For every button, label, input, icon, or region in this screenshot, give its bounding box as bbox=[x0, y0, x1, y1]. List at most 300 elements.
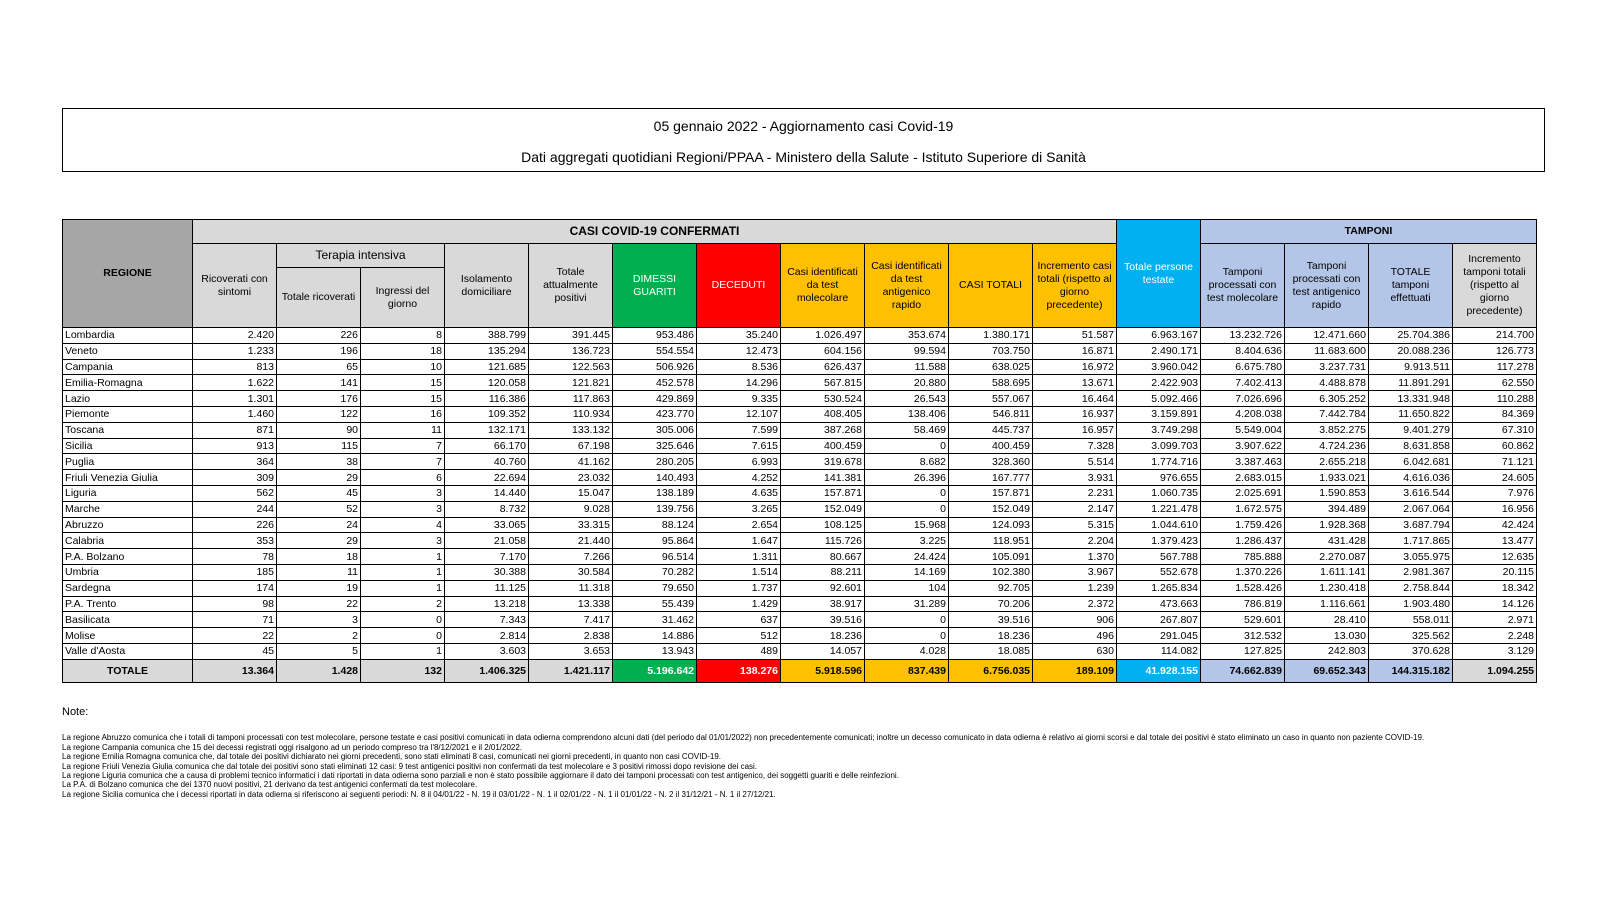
data-cell: 8.682 bbox=[865, 454, 949, 470]
data-cell: 906 bbox=[1033, 612, 1117, 628]
table-row bbox=[63, 517, 1537, 533]
data-cell: 4 bbox=[361, 517, 445, 533]
data-cell: 104 bbox=[865, 580, 949, 596]
data-cell: 7.976 bbox=[1453, 485, 1537, 501]
data-cell: 16.972 bbox=[1033, 359, 1117, 375]
data-cell: 1.737 bbox=[697, 580, 781, 596]
data-cell: 84.369 bbox=[1453, 406, 1537, 422]
table-row bbox=[63, 406, 1537, 422]
data-cell: 24 bbox=[277, 517, 361, 533]
data-cell: 291.045 bbox=[1117, 628, 1201, 644]
data-cell: 30.584 bbox=[529, 564, 613, 580]
data-cell: 10 bbox=[361, 359, 445, 375]
data-cell: 6.305.252 bbox=[1285, 391, 1369, 407]
data-cell: 95.864 bbox=[613, 533, 697, 549]
data-cell: 3.129 bbox=[1453, 643, 1537, 659]
data-cell: 703.750 bbox=[949, 343, 1033, 359]
data-cell: 12.473 bbox=[697, 343, 781, 359]
data-cell: 1.903.480 bbox=[1369, 596, 1453, 612]
data-cell: 152.049 bbox=[949, 501, 1033, 517]
data-cell: 813 bbox=[193, 359, 277, 375]
data-cell: 41.162 bbox=[529, 454, 613, 470]
data-cell: 913 bbox=[193, 438, 277, 454]
data-cell: 70.206 bbox=[949, 596, 1033, 612]
data-cell: 3.055.975 bbox=[1369, 549, 1453, 565]
data-cell: 2.490.171 bbox=[1117, 343, 1201, 359]
data-cell: 3.967 bbox=[1033, 564, 1117, 580]
table-row bbox=[63, 359, 1537, 375]
data-cell: 39.516 bbox=[949, 612, 1033, 628]
data-cell: 4.616.036 bbox=[1369, 470, 1453, 486]
data-cell: 3.931 bbox=[1033, 470, 1117, 486]
data-cell: 114.082 bbox=[1117, 643, 1201, 659]
data-cell: 92.601 bbox=[781, 580, 865, 596]
data-cell: 394.489 bbox=[1285, 501, 1369, 517]
data-cell: 2.231 bbox=[1033, 485, 1117, 501]
data-cell: 24.424 bbox=[865, 549, 949, 565]
data-cell: 18.236 bbox=[781, 628, 865, 644]
data-cell: 20.088.236 bbox=[1369, 343, 1453, 359]
data-cell: 11.891.291 bbox=[1369, 375, 1453, 391]
data-cell: 38.917 bbox=[781, 596, 865, 612]
region-name-cell: Molise bbox=[63, 628, 193, 644]
data-cell: 7.599 bbox=[697, 422, 781, 438]
data-cell: 14.057 bbox=[781, 643, 865, 659]
total-cell: 1.094.255 bbox=[1453, 659, 1537, 682]
data-cell: 16.957 bbox=[1033, 422, 1117, 438]
data-cell: 267.807 bbox=[1117, 612, 1201, 628]
data-cell: 3.159.891 bbox=[1117, 406, 1201, 422]
data-cell: 2.025.691 bbox=[1201, 485, 1285, 501]
data-cell: 7.417 bbox=[529, 612, 613, 628]
table-row bbox=[63, 596, 1537, 612]
data-cell: 58.469 bbox=[865, 422, 949, 438]
data-cell: 23.032 bbox=[529, 470, 613, 486]
data-cell: 2.683.015 bbox=[1201, 470, 1285, 486]
data-cell: 353.674 bbox=[865, 328, 949, 344]
table-row bbox=[63, 485, 1537, 501]
data-cell: 1.265.834 bbox=[1117, 580, 1201, 596]
data-cell: 33.065 bbox=[445, 517, 529, 533]
data-cell: 325.646 bbox=[613, 438, 697, 454]
data-cell: 13.232.726 bbox=[1201, 328, 1285, 344]
data-cell: 157.871 bbox=[781, 485, 865, 501]
total-cell: 144.315.182 bbox=[1369, 659, 1453, 682]
data-cell: 7.266 bbox=[529, 549, 613, 565]
data-cell: 1.230.418 bbox=[1285, 580, 1369, 596]
data-cell: 319.678 bbox=[781, 454, 865, 470]
data-cell: 42.424 bbox=[1453, 517, 1537, 533]
data-cell: 8.536 bbox=[697, 359, 781, 375]
total-cell: 41.928.155 bbox=[1117, 659, 1201, 682]
data-cell: 0 bbox=[865, 612, 949, 628]
data-cell: 388.799 bbox=[445, 328, 529, 344]
data-cell: 11 bbox=[277, 564, 361, 580]
data-cell: 14.296 bbox=[697, 375, 781, 391]
data-cell: 5.514 bbox=[1033, 454, 1117, 470]
data-cell: 15.047 bbox=[529, 485, 613, 501]
data-cell: 18 bbox=[361, 343, 445, 359]
data-cell: 39.516 bbox=[781, 612, 865, 628]
data-cell: 512 bbox=[697, 628, 781, 644]
data-cell: 13.331.948 bbox=[1369, 391, 1453, 407]
data-cell: 6.963.167 bbox=[1117, 328, 1201, 344]
data-cell: 138.406 bbox=[865, 406, 949, 422]
region-name-cell: Calabria bbox=[63, 533, 193, 549]
data-cell: 11.588 bbox=[865, 359, 949, 375]
data-cell: 1.301 bbox=[193, 391, 277, 407]
total-cell: 1.421.117 bbox=[529, 659, 613, 682]
data-cell: 496 bbox=[1033, 628, 1117, 644]
data-cell: 16 bbox=[361, 406, 445, 422]
header-casi-test-antigenico: Casi identificati da test antigenico rapido bbox=[865, 244, 949, 328]
header-ricoverati-con-sintomi: Ricoverati con sintomi bbox=[193, 244, 277, 328]
data-cell: 25.704.386 bbox=[1369, 328, 1453, 344]
data-cell: 38 bbox=[277, 454, 361, 470]
header-totale-ricoverati: Totale ricoverati bbox=[277, 268, 361, 328]
data-cell: 0 bbox=[361, 628, 445, 644]
data-cell: 3.907.622 bbox=[1201, 438, 1285, 454]
data-cell: 1.460 bbox=[193, 406, 277, 422]
data-cell: 6.675.780 bbox=[1201, 359, 1285, 375]
data-cell: 13.671 bbox=[1033, 375, 1117, 391]
data-cell: 4.488.878 bbox=[1285, 375, 1369, 391]
data-cell: 66.170 bbox=[445, 438, 529, 454]
data-cell: 630 bbox=[1033, 643, 1117, 659]
data-cell: 116.386 bbox=[445, 391, 529, 407]
data-cell: 52 bbox=[277, 501, 361, 517]
data-cell: 2 bbox=[361, 596, 445, 612]
region-name-cell: Veneto bbox=[63, 343, 193, 359]
data-cell: 3.387.463 bbox=[1201, 454, 1285, 470]
data-cell: 4.635 bbox=[697, 485, 781, 501]
region-name-cell: Umbria bbox=[63, 564, 193, 580]
data-cell: 21.440 bbox=[529, 533, 613, 549]
data-cell: 152.049 bbox=[781, 501, 865, 517]
data-cell: 637 bbox=[697, 612, 781, 628]
table-row bbox=[63, 422, 1537, 438]
data-cell: 4.028 bbox=[865, 643, 949, 659]
data-cell: 9.401.279 bbox=[1369, 422, 1453, 438]
region-name-cell: P.A. Trento bbox=[63, 596, 193, 612]
data-cell: 117.863 bbox=[529, 391, 613, 407]
total-cell: 5.196.642 bbox=[613, 659, 697, 682]
data-cell: 196 bbox=[277, 343, 361, 359]
table-row bbox=[63, 580, 1537, 596]
data-cell: 110.934 bbox=[529, 406, 613, 422]
data-cell: 546.811 bbox=[949, 406, 1033, 422]
data-cell: 141.381 bbox=[781, 470, 865, 486]
data-cell: 11.318 bbox=[529, 580, 613, 596]
data-cell: 30.388 bbox=[445, 564, 529, 580]
data-cell: 557.067 bbox=[949, 391, 1033, 407]
total-cell: 74.662.839 bbox=[1201, 659, 1285, 682]
data-cell: 121.685 bbox=[445, 359, 529, 375]
data-cell: 1.528.426 bbox=[1201, 580, 1285, 596]
data-cell: 7.343 bbox=[445, 612, 529, 628]
data-cell: 7.328 bbox=[1033, 438, 1117, 454]
data-cell: 11.650.822 bbox=[1369, 406, 1453, 422]
data-cell: 312.532 bbox=[1201, 628, 1285, 644]
data-cell: 14.126 bbox=[1453, 596, 1537, 612]
data-cell: 8.732 bbox=[445, 501, 529, 517]
header-incremento-casi: Incremento casi totali (rispetto al giorno precedente) bbox=[1033, 244, 1117, 328]
data-cell: 3.237.731 bbox=[1285, 359, 1369, 375]
data-cell: 18 bbox=[277, 549, 361, 565]
table-row bbox=[63, 628, 1537, 644]
data-cell: 26.543 bbox=[865, 391, 949, 407]
data-cell: 3.960.042 bbox=[1117, 359, 1201, 375]
data-cell: 391.445 bbox=[529, 328, 613, 344]
header-dimessi-guariti: DIMESSI GUARITI bbox=[613, 244, 697, 328]
data-cell: 18.085 bbox=[949, 643, 1033, 659]
report-title-box bbox=[62, 108, 1545, 172]
data-cell: 18.236 bbox=[949, 628, 1033, 644]
data-cell: 13.030 bbox=[1285, 628, 1369, 644]
report-subtitle: Dati aggregati quotidiani Regioni/PPAA - Ministero della Salute - Istituto Superiore di Sanità bbox=[521, 149, 1086, 165]
data-cell: 16.871 bbox=[1033, 343, 1117, 359]
data-cell: 7.026.696 bbox=[1201, 391, 1285, 407]
data-cell: 80.667 bbox=[781, 549, 865, 565]
data-cell: 90 bbox=[277, 422, 361, 438]
note-line: La regione Sicilia comunica che i decessi riportati in data odierna si riferiscono ai seguenti periodi: N. 8 il 04/01/22 - N. 19 il 03/01/22 - N. 1 il 02/01/22 - N. 1 il 01/01/22 - N. 2 il 31/12/21 - N. 1 il 27/12/21. bbox=[62, 789, 776, 799]
data-cell: 22 bbox=[193, 628, 277, 644]
data-cell: 1 bbox=[361, 549, 445, 565]
table-row bbox=[63, 643, 1537, 659]
data-cell: 122 bbox=[277, 406, 361, 422]
data-cell: 2.814 bbox=[445, 628, 529, 644]
table-body bbox=[63, 328, 1537, 683]
data-cell: 8 bbox=[361, 328, 445, 344]
data-cell: 604.156 bbox=[781, 343, 865, 359]
header-incremento-tamponi: Incremento tamponi totali (rispetto al giorno precedente) bbox=[1453, 244, 1537, 328]
data-cell: 305.006 bbox=[613, 422, 697, 438]
header-totale-persone-testate: Totale persone testate bbox=[1117, 220, 1201, 328]
data-cell: 3.225 bbox=[865, 533, 949, 549]
header-totale-tamponi: TOTALE tamponi effettuati bbox=[1369, 244, 1453, 328]
data-cell: 871 bbox=[193, 422, 277, 438]
data-cell: 558.011 bbox=[1369, 612, 1453, 628]
data-cell: 473.663 bbox=[1117, 596, 1201, 612]
data-cell: 0 bbox=[865, 501, 949, 517]
data-cell: 71 bbox=[193, 612, 277, 628]
data-cell: 5.092.466 bbox=[1117, 391, 1201, 407]
data-cell: 3.749.298 bbox=[1117, 422, 1201, 438]
region-name-cell: Emilia-Romagna bbox=[63, 375, 193, 391]
data-cell: 132.171 bbox=[445, 422, 529, 438]
data-cell: 9.913.511 bbox=[1369, 359, 1453, 375]
data-cell: 2.420 bbox=[193, 328, 277, 344]
data-cell: 121.821 bbox=[529, 375, 613, 391]
data-cell: 65 bbox=[277, 359, 361, 375]
header-casi-confermati: CASI COVID-19 CONFERMATI bbox=[193, 220, 1117, 244]
data-cell: 445.737 bbox=[949, 422, 1033, 438]
data-cell: 67.310 bbox=[1453, 422, 1537, 438]
region-name-cell: Basilicata bbox=[63, 612, 193, 628]
note-line: La regione Campania comunica che 15 dei decessi registrati oggi risalgono ad un periodo compreso tra l'8/12/2021 e il 2/01/2022. bbox=[62, 742, 523, 752]
note-line: La regione Friuli Venezia Giulia comunica che dal totale dei positivi sono stati eliminati 12 casi: 9 test antigenici positivi non confermati da test molecolare e 3 positivi rimossi dopo revisione dei casi. bbox=[62, 761, 758, 771]
data-cell: 99.594 bbox=[865, 343, 949, 359]
region-name-cell: Sardegna bbox=[63, 580, 193, 596]
data-cell: 60.862 bbox=[1453, 438, 1537, 454]
data-cell: 117.278 bbox=[1453, 359, 1537, 375]
data-cell: 12.471.660 bbox=[1285, 328, 1369, 344]
table-row bbox=[63, 438, 1537, 454]
data-cell: 92.705 bbox=[949, 580, 1033, 596]
total-cell: 69.652.343 bbox=[1285, 659, 1369, 682]
data-cell: 127.825 bbox=[1201, 643, 1285, 659]
data-cell: 1.233 bbox=[193, 343, 277, 359]
data-cell: 2.758.844 bbox=[1369, 580, 1453, 596]
data-cell: 2.838 bbox=[529, 628, 613, 644]
data-cell: 489 bbox=[697, 643, 781, 659]
data-cell: 167.777 bbox=[949, 470, 1033, 486]
data-cell: 6.042.681 bbox=[1369, 454, 1453, 470]
notes-section bbox=[62, 708, 1424, 799]
data-cell: 976.655 bbox=[1117, 470, 1201, 486]
data-cell: 9.335 bbox=[697, 391, 781, 407]
data-cell: 0 bbox=[865, 438, 949, 454]
data-cell: 174 bbox=[193, 580, 277, 596]
data-cell: 3.687.794 bbox=[1369, 517, 1453, 533]
data-cell: 953.486 bbox=[613, 328, 697, 344]
header-tamponi: TAMPONI bbox=[1201, 220, 1537, 244]
data-cell: 108.125 bbox=[781, 517, 865, 533]
data-cell: 71.121 bbox=[1453, 454, 1537, 470]
data-cell: 1 bbox=[361, 564, 445, 580]
notes-title: Note: bbox=[62, 706, 89, 718]
data-cell: 452.578 bbox=[613, 375, 697, 391]
data-cell: 2.270.087 bbox=[1285, 549, 1369, 565]
data-cell: 370.628 bbox=[1369, 643, 1453, 659]
data-cell: 2 bbox=[277, 628, 361, 644]
data-cell: 4.252 bbox=[697, 470, 781, 486]
data-cell: 1.928.368 bbox=[1285, 517, 1369, 533]
data-cell: 2.422.903 bbox=[1117, 375, 1201, 391]
total-cell: 1.428 bbox=[277, 659, 361, 682]
header-terapia-intensiva: Terapia intensiva bbox=[277, 244, 445, 268]
data-cell: 96.514 bbox=[613, 549, 697, 565]
data-cell: 5 bbox=[277, 643, 361, 659]
data-cell: 45 bbox=[277, 485, 361, 501]
data-cell: 14.169 bbox=[865, 564, 949, 580]
data-cell: 14.886 bbox=[613, 628, 697, 644]
data-cell: 135.294 bbox=[445, 343, 529, 359]
data-cell: 2.654 bbox=[697, 517, 781, 533]
total-cell: 138.276 bbox=[697, 659, 781, 682]
data-cell: 15.968 bbox=[865, 517, 949, 533]
data-cell: 139.756 bbox=[613, 501, 697, 517]
data-cell: 6 bbox=[361, 470, 445, 486]
data-cell: 1.717.865 bbox=[1369, 533, 1453, 549]
data-cell: 1.622 bbox=[193, 375, 277, 391]
table-row bbox=[63, 343, 1537, 359]
data-cell: 0 bbox=[865, 628, 949, 644]
note-line: La regione Liguria comunica che a causa di problemi tecnico informatici i dati riportati in data odierna sono parziali e non è stato possibile aggiornare il dato dei tamponi processati con test antigenico, dei soggetti guariti e delle reinfezioni. bbox=[62, 771, 899, 781]
data-cell: 1.311 bbox=[697, 549, 781, 565]
data-cell: 12.635 bbox=[1453, 549, 1537, 565]
data-cell: 7.615 bbox=[697, 438, 781, 454]
data-cell: 115 bbox=[277, 438, 361, 454]
table-row bbox=[63, 612, 1537, 628]
data-cell: 185 bbox=[193, 564, 277, 580]
data-cell: 786.819 bbox=[1201, 596, 1285, 612]
data-cell: 1.370.226 bbox=[1201, 564, 1285, 580]
data-cell: 2.147 bbox=[1033, 501, 1117, 517]
data-cell: 176 bbox=[277, 391, 361, 407]
data-cell: 13.943 bbox=[613, 643, 697, 659]
data-cell: 1.590.853 bbox=[1285, 485, 1369, 501]
table-row bbox=[63, 470, 1537, 486]
data-cell: 109.352 bbox=[445, 406, 529, 422]
data-cell: 11 bbox=[361, 422, 445, 438]
data-cell: 124.093 bbox=[949, 517, 1033, 533]
data-cell: 1.060.735 bbox=[1117, 485, 1201, 501]
data-cell: 1.774.716 bbox=[1117, 454, 1201, 470]
data-cell: 45 bbox=[193, 643, 277, 659]
data-cell: 387.268 bbox=[781, 422, 865, 438]
data-cell: 35.240 bbox=[697, 328, 781, 344]
region-name-cell: Lazio bbox=[63, 391, 193, 407]
data-cell: 2.981.367 bbox=[1369, 564, 1453, 580]
table-row bbox=[63, 328, 1537, 344]
data-cell: 6.993 bbox=[697, 454, 781, 470]
data-cell: 1.611.141 bbox=[1285, 564, 1369, 580]
data-cell: 9.028 bbox=[529, 501, 613, 517]
data-cell: 3 bbox=[361, 485, 445, 501]
data-cell: 400.459 bbox=[949, 438, 1033, 454]
data-cell: 7.170 bbox=[445, 549, 529, 565]
data-cell: 423.770 bbox=[613, 406, 697, 422]
data-cell: 3.653 bbox=[529, 643, 613, 659]
table-row bbox=[63, 501, 1537, 517]
data-cell: 138.189 bbox=[613, 485, 697, 501]
data-cell: 133.132 bbox=[529, 422, 613, 438]
data-cell: 3.852.275 bbox=[1285, 422, 1369, 438]
data-cell: 16.956 bbox=[1453, 501, 1537, 517]
data-cell: 12.107 bbox=[697, 406, 781, 422]
data-cell: 242.803 bbox=[1285, 643, 1369, 659]
data-cell: 51.587 bbox=[1033, 328, 1117, 344]
data-cell: 0 bbox=[865, 485, 949, 501]
region-name-cell: Sicilia bbox=[63, 438, 193, 454]
total-row bbox=[63, 659, 1537, 682]
data-cell: 0 bbox=[361, 612, 445, 628]
table-row bbox=[63, 564, 1537, 580]
total-cell: 13.364 bbox=[193, 659, 277, 682]
data-cell: 1.514 bbox=[697, 564, 781, 580]
data-cell: 2.204 bbox=[1033, 533, 1117, 549]
data-cell: 1.380.171 bbox=[949, 328, 1033, 344]
data-cell: 552.678 bbox=[1117, 564, 1201, 580]
data-cell: 16.937 bbox=[1033, 406, 1117, 422]
data-cell: 115.726 bbox=[781, 533, 865, 549]
data-cell: 40.760 bbox=[445, 454, 529, 470]
data-cell: 1 bbox=[361, 643, 445, 659]
data-cell: 141 bbox=[277, 375, 361, 391]
data-cell: 530.524 bbox=[781, 391, 865, 407]
data-cell: 1 bbox=[361, 580, 445, 596]
data-cell: 1.672.575 bbox=[1201, 501, 1285, 517]
data-cell: 88.124 bbox=[613, 517, 697, 533]
data-cell: 31.462 bbox=[613, 612, 697, 628]
data-cell: 70.282 bbox=[613, 564, 697, 580]
data-cell: 567.815 bbox=[781, 375, 865, 391]
data-cell: 554.554 bbox=[613, 343, 697, 359]
data-cell: 15 bbox=[361, 391, 445, 407]
data-cell: 244 bbox=[193, 501, 277, 517]
header-isolamento-domiciliare: Isolamento domiciliare bbox=[445, 244, 529, 328]
